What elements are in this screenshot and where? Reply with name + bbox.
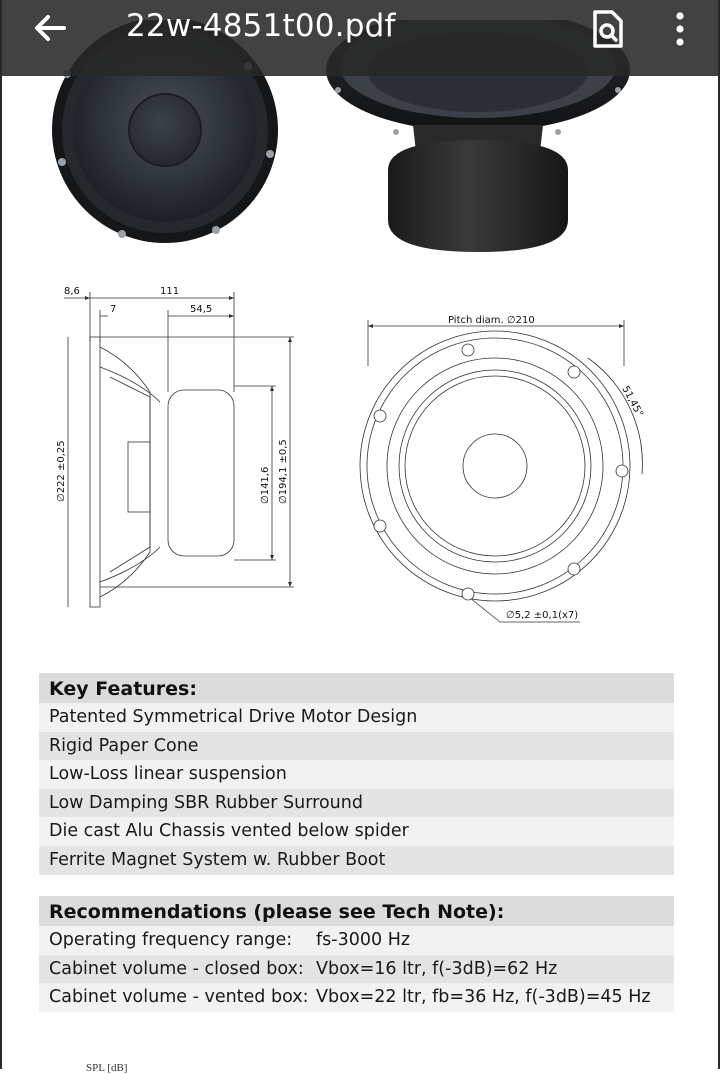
more-vertical-icon[interactable]: [664, 8, 696, 50]
page-border-left: [0, 0, 2, 1069]
recommendation-row: [39, 983, 674, 1012]
feature-row: Ferrite Magnet System w. Rubber Boot: [39, 846, 674, 875]
hole-angle-label: 51,45°: [619, 384, 645, 420]
cut-off-chart-label: SPL [dB]: [86, 1062, 128, 1074]
recommendation-value: fs-3000 Hz: [316, 930, 411, 950]
recommendation-row: [39, 955, 674, 984]
mounting-holes-label: ∅5,2 ±0,1(x7): [506, 610, 579, 621]
dim-7-label: 7: [110, 304, 117, 315]
recommendations-table: [39, 896, 674, 1012]
feature-row: Low Damping SBR Rubber Surround: [39, 789, 674, 818]
document-title: 22w-4851t00.pdf: [126, 8, 396, 44]
recommendation-label: Cabinet volume - vented box:: [49, 987, 309, 1008]
front-dimension-drawing: [350, 306, 660, 636]
feature-row: Die cast Alu Chassis vented below spider: [39, 817, 674, 846]
arrow-back-icon[interactable]: [28, 6, 72, 50]
key-features-table: [39, 673, 674, 875]
dim-outer-diameter-label: ∅222 ±0,25: [56, 440, 67, 502]
key-features-heading: Key Features:: [39, 673, 674, 703]
app-bar: [0, 0, 720, 76]
document-search-icon[interactable]: [586, 8, 628, 50]
dim-depth-label: 111: [160, 286, 180, 297]
recommendation-row: [39, 926, 674, 955]
feature-row: Low-Loss linear suspension: [39, 760, 674, 789]
recommendation-label: Operating frequency range:: [49, 930, 293, 950]
dim-magnet-depth-label: 54,5: [190, 304, 213, 315]
recommendation-label: Cabinet volume - closed box:: [49, 958, 304, 979]
feature-row: Patented Symmetrical Drive Motor Design: [39, 703, 674, 732]
recommendations-heading: Recommendations (please see Tech Note):: [39, 896, 674, 926]
dim-basket-diameter-label: ∅194,1 ±0,5: [278, 439, 289, 504]
side-dimension-drawing: [50, 282, 310, 612]
dim-magnet-diameter-label: ∅141,6: [260, 466, 271, 504]
pitch-diameter-label: Pitch diam. ∅210: [448, 315, 535, 326]
dim-flange-label: 8,6: [64, 286, 80, 297]
feature-row: Rigid Paper Cone: [39, 732, 674, 761]
recommendation-value: Vbox=22 ltr, fb=36 Hz, f(-3dB)=45 Hz: [316, 987, 651, 1008]
recommendation-value: Vbox=16 ltr, f(-3dB)=62 Hz: [316, 958, 558, 979]
